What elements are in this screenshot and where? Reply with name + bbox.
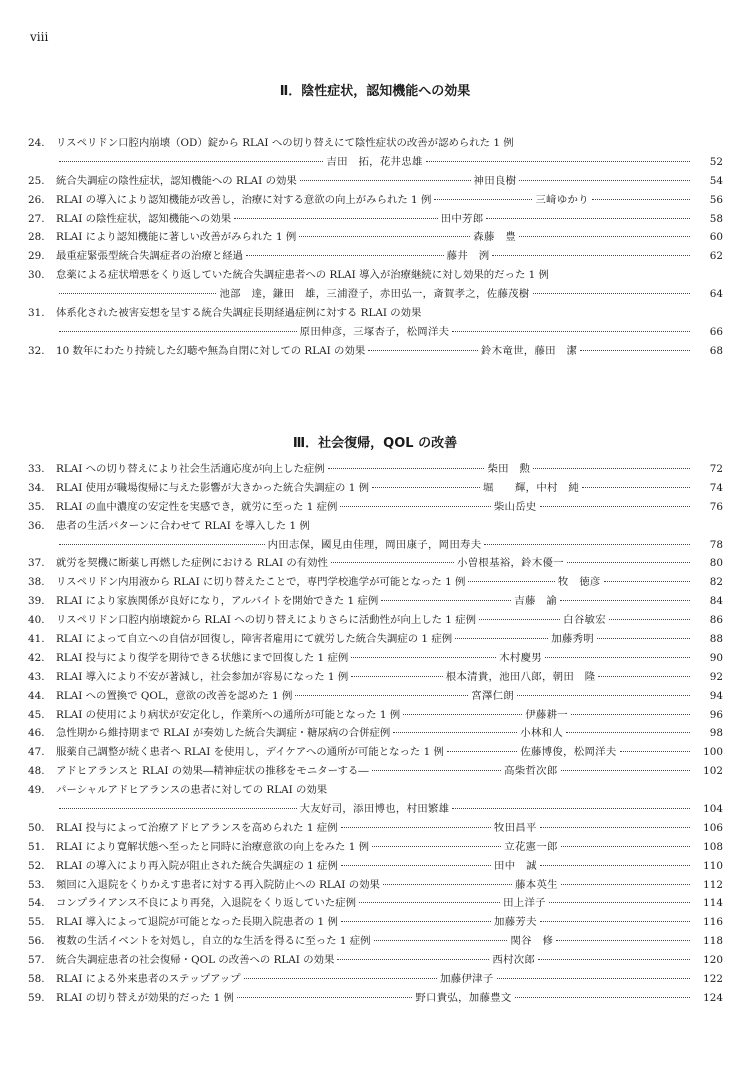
entry-authors: 藤井 洌	[446, 250, 490, 263]
toc-entry	[28, 706, 723, 725]
entry-page: 108	[703, 840, 723, 853]
entry-page: 52	[709, 155, 723, 168]
dot-leader	[567, 562, 690, 563]
entry-page: 54	[709, 174, 724, 187]
dot-leader	[492, 255, 690, 256]
entry-authors: 伊藤耕一	[525, 708, 568, 721]
dot-leader	[359, 902, 500, 903]
entry-authors: 神田良樹	[473, 174, 517, 187]
toc-entry	[28, 838, 723, 857]
dot-leader	[519, 180, 690, 181]
entry-authors: 柴田 勲	[487, 463, 531, 475]
entry-authors: 三﨑ゆかり	[535, 193, 589, 206]
dot-leader	[604, 581, 690, 582]
dot-leader	[372, 770, 501, 771]
dot-leader	[59, 331, 297, 332]
dot-leader	[592, 199, 690, 200]
entry-number: 58.	[28, 973, 45, 986]
entry-title: 体系化された被害妄想を呈する統合失調症長期経過症例に対する RLAI の効果	[56, 307, 422, 320]
entry-authors: 白谷敏宏	[563, 614, 606, 627]
entry-page: 66	[709, 325, 724, 338]
dot-leader	[393, 732, 517, 733]
dot-leader	[468, 581, 554, 582]
entry-number: 34.	[28, 481, 45, 494]
toc-entry	[28, 134, 723, 153]
toc-entry-continuation	[28, 536, 723, 555]
toc-entry	[28, 989, 723, 1008]
toc-entry	[28, 724, 723, 743]
dot-leader	[59, 161, 323, 162]
dot-leader	[540, 865, 690, 866]
entry-authors: 牧田昌平	[493, 821, 537, 834]
toc-entry	[28, 460, 723, 479]
dot-leader	[299, 236, 470, 237]
entry-title: RLAI の血中濃度の安定性を実感でき，就労に至った 1 症例	[56, 500, 338, 513]
dot-leader	[533, 293, 690, 294]
entry-page: 100	[703, 746, 723, 759]
entry-title: RLAI 投与により復学を期待できる状態にまで回復した 1 症例	[56, 651, 349, 664]
entry-title: RLAI による外来患者のステップアップ	[56, 973, 241, 986]
dot-leader	[497, 978, 691, 979]
entry-page: 102	[703, 765, 724, 778]
dot-leader	[351, 676, 443, 677]
dot-leader	[426, 161, 690, 162]
dot-leader	[538, 959, 690, 960]
entry-number: 33.	[28, 463, 45, 475]
entry-page: 94	[709, 689, 724, 702]
toc-entry	[28, 668, 723, 687]
dot-leader	[452, 331, 690, 332]
entry-title: リスペリドン内用液から RLAI に切り替えたことで，専門学校進学が可能となった 1 例	[56, 576, 466, 589]
dot-leader	[351, 657, 496, 658]
entry-number: 48.	[28, 765, 45, 778]
entry-number: 30.	[28, 269, 45, 282]
entry-page: 82	[709, 576, 724, 589]
toc-entry	[28, 894, 723, 913]
entry-page: 96	[709, 708, 724, 721]
entry-number: 41.	[28, 633, 45, 646]
toc-entry	[28, 266, 723, 285]
entry-page: 92	[709, 670, 723, 683]
entry-title: RLAI により認知機能に著しい改善がみられた 1 例	[56, 231, 297, 244]
dot-leader	[337, 959, 489, 960]
entry-page: 76	[709, 500, 723, 513]
toc-entry	[28, 498, 723, 517]
entry-number: 49.	[28, 784, 45, 797]
entry-title: リスペリドン口腔内崩壊（OD）錠から RLAI への切り替えにて陰性症状の改善が認められた 1 例	[56, 137, 514, 149]
entry-title: RLAI の切り替えが効果的だった 1 例	[56, 991, 234, 1004]
entry-authors: 野口貴弘，加藤豊文	[415, 991, 512, 1004]
dot-leader	[540, 506, 690, 507]
entry-authors: 森藤 豊	[473, 231, 517, 244]
entry-page: 56	[709, 193, 723, 206]
entry-authors: 木村慶男	[499, 651, 542, 664]
toc-entry	[28, 913, 723, 932]
entry-title: RLAI 導入によって退院が可能となった長期入院患者の 1 例	[56, 916, 338, 929]
entry-number: 40.	[28, 614, 45, 627]
entry-title: 服薬自己調整が続く患者へ RLAI を使用し，デイケアへの通所が可能となった 1 例	[56, 746, 444, 759]
entry-number: 31.	[28, 307, 45, 320]
entry-authors: 吉藤 諭	[514, 595, 558, 608]
entry-page: 58	[709, 212, 723, 225]
entry-number: 27.	[28, 212, 45, 225]
toc-entry-continuation	[28, 800, 723, 819]
entry-authors: 藤本英生	[515, 878, 558, 891]
entry-number: 46.	[28, 727, 45, 740]
entry-page: 114	[703, 897, 723, 910]
entry-title: 10 数年にわたり持続した幻聴や無為自閉に対しての RLAI の効果	[56, 344, 366, 357]
dot-leader	[383, 884, 512, 885]
toc-entry	[28, 819, 723, 838]
entry-authors: 小曽根基裕，鈴木優一	[457, 557, 564, 570]
entry-number: 35.	[28, 500, 45, 513]
dot-leader	[455, 638, 548, 639]
dot-leader	[533, 468, 690, 469]
entry-title: 最重症緊張型統合失調症者の治療と経過	[56, 250, 244, 263]
entry-title: 頻回に入退院をくりかえす患者に対する再入院防止への RLAI の効果	[56, 878, 380, 891]
entry-authors: 田中 誠	[494, 859, 537, 872]
entry-title: RLAI によって自立への自信が回復し，障害者雇用にて就労した統合失調症の 1 症例	[56, 633, 453, 646]
section-title-2: Ⅱ．陰性症状，認知機能への効果	[279, 84, 471, 99]
dot-leader	[561, 884, 690, 885]
dot-leader	[341, 827, 491, 828]
entry-title: RLAI の使用により病状が安定化し，作業所への通所が可能となった 1 例	[56, 708, 401, 721]
entry-number: 38.	[28, 576, 45, 589]
entry-title: RLAI への置換で QOL，意欲の改善を認めた 1 例	[56, 689, 293, 702]
entry-authors: 加藤芳夫	[494, 916, 537, 929]
dot-leader	[545, 657, 690, 658]
entry-number: 28.	[28, 231, 45, 244]
dot-leader	[59, 293, 216, 294]
entry-number: 29.	[28, 250, 45, 263]
entry-title: 統合失調症患者の社会復帰・QOL の改善への RLAI の効果	[56, 954, 335, 967]
entry-number: 39.	[28, 595, 45, 608]
entry-number: 50.	[28, 821, 45, 834]
entry-title: コンプライアンス不良により再発，入退院をくり返していた症例	[56, 897, 356, 910]
entry-number: 26.	[28, 193, 45, 206]
entry-authors: 宮澤仁朗	[471, 689, 515, 702]
entry-number: 47.	[28, 746, 45, 759]
dot-leader	[571, 714, 690, 715]
entry-number: 51.	[28, 840, 45, 853]
entry-title: RLAI の導入により認知機能が改善し，治療に対する意欲の向上がみられた 1 例	[56, 193, 432, 206]
toc-entry	[28, 611, 723, 630]
entry-page: 68	[709, 344, 724, 357]
toc-entry	[28, 210, 723, 229]
dot-leader	[237, 997, 412, 998]
dot-leader	[597, 638, 690, 639]
toc-entry	[28, 228, 723, 247]
dot-leader	[561, 770, 690, 771]
toc-list-section-3	[28, 460, 723, 1008]
entry-authors: 鈴木竜世，藤田 潔	[481, 344, 578, 357]
dot-leader	[374, 940, 508, 941]
dot-leader	[381, 600, 511, 601]
entry-authors: 内田志保，國見由佳理，岡田康子，岡田寿夫	[267, 538, 482, 551]
entry-page: 110	[703, 859, 724, 872]
entry-authors: 田中芳郎	[440, 212, 484, 225]
dot-leader	[582, 487, 690, 488]
dot-leader	[372, 487, 480, 488]
dot-leader	[341, 921, 491, 922]
dot-leader	[486, 218, 690, 219]
entry-title: RLAI の陰性症状，認知機能への効果	[56, 212, 232, 225]
entry-title: RLAI により家族関係が良好になり，アルバイトを開始できた 1 症例	[56, 595, 379, 608]
entry-authors: 高柴哲次郎	[504, 765, 558, 778]
dot-leader	[540, 827, 690, 828]
entry-page: 80	[709, 557, 724, 570]
entry-authors: 加藤伊津子	[440, 973, 494, 986]
dot-leader	[566, 732, 690, 733]
dot-leader	[540, 921, 690, 922]
toc-entry-continuation	[28, 285, 723, 304]
entry-title: 怠薬による症状増悪をくり返していた統合失調症患者への RLAI 導入が治療継続に対し効果的だった 1 例	[56, 269, 549, 282]
dot-leader	[341, 865, 491, 866]
entry-authors: 関谷 修	[510, 935, 554, 948]
entry-authors: 西村次郎	[492, 954, 536, 967]
entry-page: 72	[709, 463, 724, 475]
dot-leader	[598, 676, 690, 677]
entry-authors: 牧 徳彦	[557, 576, 601, 589]
entry-page: 60	[709, 231, 724, 244]
dot-leader	[234, 218, 438, 219]
entry-page: 122	[703, 973, 724, 986]
entry-authors: 小林和人	[520, 727, 564, 740]
entry-authors: 加藤秀明	[551, 633, 594, 646]
toc-entry	[28, 479, 723, 498]
dot-leader	[560, 600, 690, 601]
toc-entry-continuation	[28, 323, 723, 342]
entry-page: 118	[703, 935, 723, 948]
entry-number: 44.	[28, 689, 45, 702]
entry-page: 64	[709, 288, 723, 301]
entry-title: RLAI 導入により不安が著減し，社会参加が容易になった 1 例	[56, 670, 349, 683]
toc-entry	[28, 517, 723, 536]
entry-page: 120	[703, 954, 723, 967]
entry-page: 74	[709, 481, 724, 494]
toc-entry	[28, 932, 723, 951]
dot-leader	[59, 808, 297, 809]
entry-title: パーシャルアドヒアランスの患者に対しての RLAI の効果	[56, 784, 328, 797]
entry-number: 36.	[28, 519, 45, 532]
entry-title: RLAI の導入により再入院が阻止された統合失調症の 1 症例	[56, 859, 338, 872]
toc-entry	[28, 687, 723, 706]
entry-number: 52.	[28, 859, 45, 872]
entry-number: 45.	[28, 708, 45, 721]
entry-number: 32.	[28, 344, 45, 357]
toc-entry	[28, 554, 723, 573]
entry-page: 106	[703, 821, 724, 834]
entry-authors: 堀 輝，中村 純	[482, 481, 580, 494]
entry-title: RLAI により寛解状態へ至ったと同時に治療意欲の向上をみた 1 例	[56, 840, 370, 853]
entry-number: 42.	[28, 651, 45, 664]
dot-leader	[517, 695, 690, 696]
entry-number: 25.	[28, 174, 45, 187]
entry-page: 84	[709, 595, 723, 608]
dot-leader	[300, 180, 471, 181]
entry-number: 24.	[28, 137, 45, 149]
entry-title: リスペリドン口腔内崩壊錠から RLAI への切り替えによりさらに活動性が向上した 1 症例	[56, 614, 477, 627]
toc-list-section-2	[28, 134, 723, 361]
toc-entry	[28, 876, 723, 895]
entry-page: 104	[703, 803, 724, 816]
toc-entry	[28, 970, 723, 989]
entry-title: RLAI への切り替えにより社会生活適応度が向上した症例	[56, 463, 325, 475]
entry-number: 56.	[28, 935, 45, 948]
dot-leader	[434, 199, 532, 200]
entry-page: 88	[709, 633, 723, 646]
page-number: viii	[30, 30, 49, 44]
entry-page: 86	[709, 614, 723, 627]
entry-page: 90	[709, 651, 723, 664]
dot-leader	[479, 619, 560, 620]
toc-entry	[28, 781, 723, 800]
dot-leader	[561, 846, 690, 847]
dot-leader	[244, 978, 438, 979]
dot-leader	[515, 997, 690, 998]
entry-title: 就労を契機に断薬し再燃した症例における RLAI の有効性	[56, 557, 328, 570]
entry-authors: 田上洋子	[503, 897, 546, 910]
entry-authors: 池部 達，鎌田 雄，三浦澄子，赤田弘一，斎賀孝之，佐藤茂樹	[219, 288, 530, 301]
entry-number: 59.	[28, 991, 45, 1004]
toc-entry	[28, 762, 723, 781]
toc-entry	[28, 743, 723, 762]
toc-entry	[28, 342, 723, 361]
entry-number: 43.	[28, 670, 45, 683]
entry-authors: 佐藤博俊，松岡洋夫	[520, 746, 617, 759]
toc-entry	[28, 592, 723, 611]
dot-leader	[609, 619, 690, 620]
entry-page: 62	[709, 250, 724, 263]
entry-authors: 原田伸彦，三塚杏子，松岡洋夫	[299, 325, 450, 338]
dot-leader	[452, 808, 690, 809]
dot-leader	[331, 562, 454, 563]
dot-leader	[246, 255, 444, 256]
entry-title: 複数の生活イベントを対処し，自立的な生活を得るに至った 1 症例	[56, 935, 371, 948]
entry-title: 統合失調症の陰性症状，認知機能への RLAI の効果	[56, 174, 297, 187]
entry-title: RLAI 投与によって治療アドヒアランスを高められた 1 症例	[56, 821, 338, 834]
entry-authors: 根本清貴，池田八郎，朝田 隆	[445, 670, 596, 683]
entry-page: 124	[703, 991, 723, 1004]
toc-entry	[28, 247, 723, 266]
dot-leader	[59, 544, 265, 545]
toc-entry	[28, 857, 723, 876]
entry-page: 112	[703, 878, 724, 891]
entry-title: 急性期から維持期まで RLAI が奏効した統合失調症・糖尿病の合併症例	[56, 727, 391, 740]
entry-authors: 柴山岳史	[493, 500, 537, 513]
entry-title: アドヒアランスと RLAI の効果―精神症状の推移をモニターする―	[56, 765, 369, 778]
toc-entry	[28, 573, 723, 592]
entry-number: 54.	[28, 897, 45, 910]
toc-entry	[28, 172, 723, 191]
entry-number: 53.	[28, 878, 45, 891]
dot-leader	[447, 751, 517, 752]
entry-number: 57.	[28, 954, 45, 967]
dot-leader	[295, 695, 468, 696]
entry-title: 患者の生活パターンに合わせて RLAI を導入した 1 例	[56, 519, 310, 532]
dot-leader	[372, 846, 501, 847]
toc-entry	[28, 630, 723, 649]
toc-entry	[28, 649, 723, 668]
toc-entry	[28, 951, 723, 970]
dot-leader	[328, 468, 485, 469]
dot-leader	[620, 751, 690, 752]
entry-number: 55.	[28, 916, 45, 929]
entry-page: 98	[709, 727, 723, 740]
dot-leader	[580, 350, 690, 351]
dot-leader	[549, 902, 690, 903]
dot-leader	[556, 940, 690, 941]
dot-leader	[519, 236, 690, 237]
entry-authors: 大友好司，添田博也，村田繁雄	[299, 803, 450, 816]
dot-leader	[484, 544, 690, 545]
dot-leader	[368, 350, 478, 351]
toc-entry-continuation	[28, 153, 723, 172]
entry-authors: 吉田 拓，花井忠雄	[326, 155, 423, 168]
entry-title: RLAI 使用が職場復帰に与えた影響が大きかった統合失調症の 1 例	[56, 481, 370, 494]
entry-number: 37.	[28, 557, 45, 570]
entry-page: 78	[709, 538, 723, 551]
entry-authors: 立花憲一郎	[504, 840, 558, 853]
dot-leader	[403, 714, 522, 715]
toc-entry	[28, 304, 723, 323]
entry-page: 116	[703, 916, 724, 929]
section-title-3: Ⅲ．社会復帰，QOL の改善	[292, 436, 458, 451]
toc-entry	[28, 191, 723, 210]
dot-leader	[340, 506, 490, 507]
